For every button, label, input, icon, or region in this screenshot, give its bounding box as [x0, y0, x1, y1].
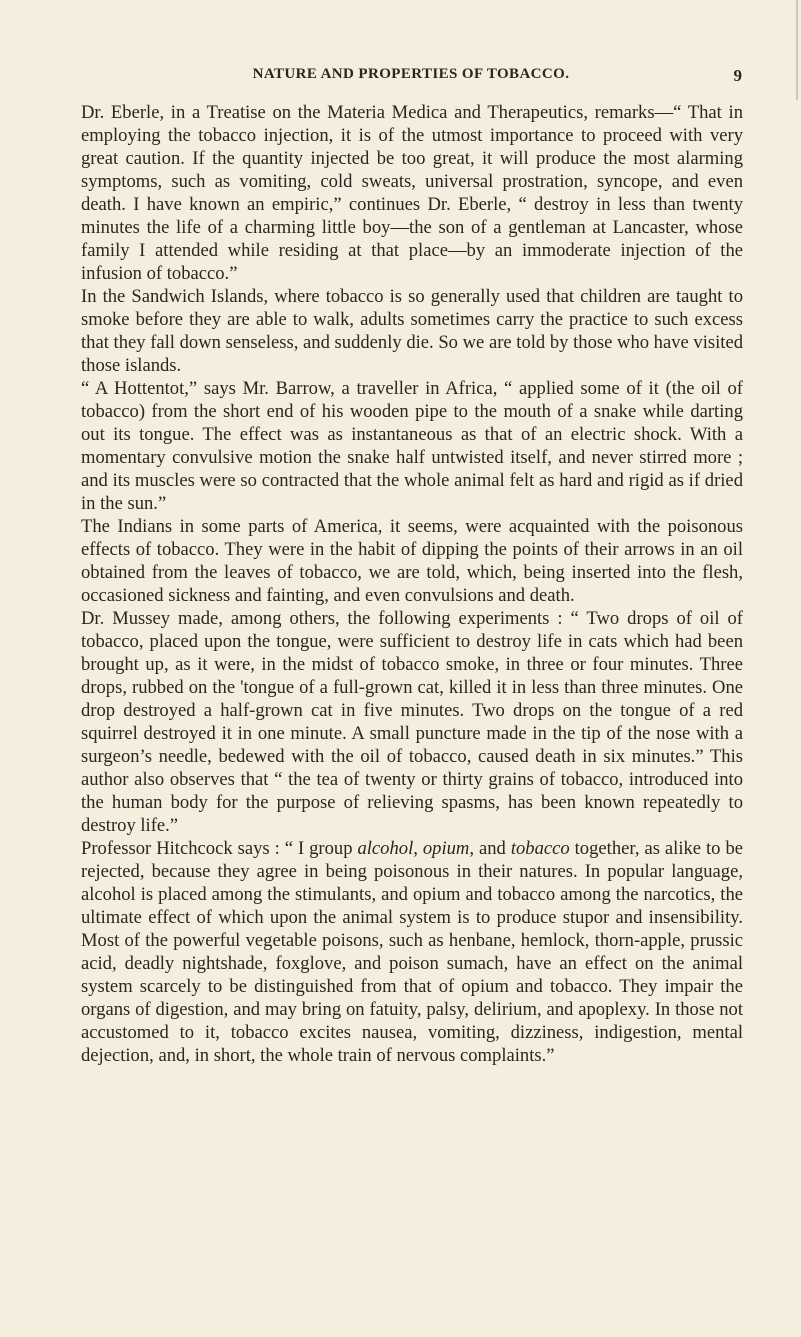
- hitchcock-lead: Professor Hitchcock says : “ I group: [81, 838, 358, 859]
- hitchcock-alcohol: alcohol,: [357, 838, 418, 859]
- paragraph-indians: The Indians in some parts of America, it seems, were acquainted with the poisonous effects of tobacco. They were in the habit of dipping the points of their arrows in an oil obtained from the leaves of tobacco, we are told, which, being inserted into the flesh, occasioned sickness and fainting, and even convulsions and death.: [81, 516, 743, 606]
- running-head: [80, 66, 742, 88]
- paragraph-hottentot: “ A Hottentot,” says Mr. Barrow, a traveller in Africa, “ applied some of it (the oil of tobacco) from the short end of his wooden pipe to the mouth of a snake while darting out its tongue. The effect was as instantaneous as that of an electric shock. With a momentary convulsive motion the snake half untwisted itself, and never stirred more ; and its muscles were so contracted that the whole animal felt as hard and rigid as if dried in the sun.”: [81, 378, 743, 514]
- page-edge-rule: [796, 0, 798, 100]
- hitchcock-opium: opium,: [422, 838, 475, 859]
- page-number: 9: [733, 66, 742, 85]
- paragraph-sandwich-islands: In the Sandwich Islands, where tobacco is so generally used that children are taught to smoke before they are able to walk, adults sometimes carry the practice to such excess that they fall down senseless, and suddenly die. So we are told by those who have visited those islands.: [81, 286, 744, 376]
- paragraph-hitchcock: [81, 837, 743, 1067]
- hitchcock-tobacco: tobacco: [510, 838, 570, 859]
- body-text: [81, 101, 743, 1067]
- paragraph-mussey: Dr. Mussey made, among others, the following experiments : “ Two drops of oil of tobacco, placed upon the tongue, were sufficient to destroy life in cats which had been brought up, as it were, in the midst of tobacco smoke, in three or four minutes. Three drops, rubbed on the 'tongue of a full-grown cat, killed it in less than three minutes. One drop destroyed a half-grown cat in five minutes. Two drops on the tongue of a red squirrel destroyed it in one minute. A small puncture made in the tip of the nose with a surgeon’s needle, bedewed with the oil of tobacco, caused death in six minutes.” This author also observes that “ the tea of twenty or thirty grains of tobacco, introduced into the human body for the purpose of relieving spasms, has been known repeatedly to destroy life.”: [81, 608, 743, 836]
- paragraph-eberle: Dr. Eberle, in a Treatise on the Materia Medica and Therapeutics, remarks—“ That in employing the tobacco injection, it is of the utmost importance to proceed with very great caution. If the quantity injected be too great, it will produce the most alarming symptoms, such as vomiting, cold sweats, universal prostration, syncope, and even death. I have known an empiric,” continues Dr. Eberle, “ destroy in less than twenty minutes the life of a charming little boy—the son of a gentleman at Lancaster, whose family I attended while residing at that place—by an immoderate injection of the infusion of tobacco.”: [81, 102, 743, 284]
- hitchcock-rest: together, as alike to be rejected, because they agree in being poisonous in their natures. In popular language, alcohol is placed among the stimulants, and opium and tobacco among the narcotics, the ultimate effect of which upon the animal system is to produce stupor and insensibility. Most of the powerful vegetable poisons, such as henbane, hemlock, thorn-apple, prussic acid, deadly nightshade, foxglove, and poison sumach, have an effect on the animal system scarcely to be distinguished from that of opium and tobacco. They impair the organs of digestion, and may bring on fatuity, palsy, delirium, and apoplexy. In those not accustomed to it, tobacco excites nausea, vomiting, dizziness, indigestion, mental dejection, and, in short, the whole train of nervous complaints.”: [81, 838, 743, 1066]
- hitchcock-joiner: and: [474, 838, 511, 859]
- running-head-title: NATURE AND PROPERTIES OF TOBACCO.: [252, 66, 570, 82]
